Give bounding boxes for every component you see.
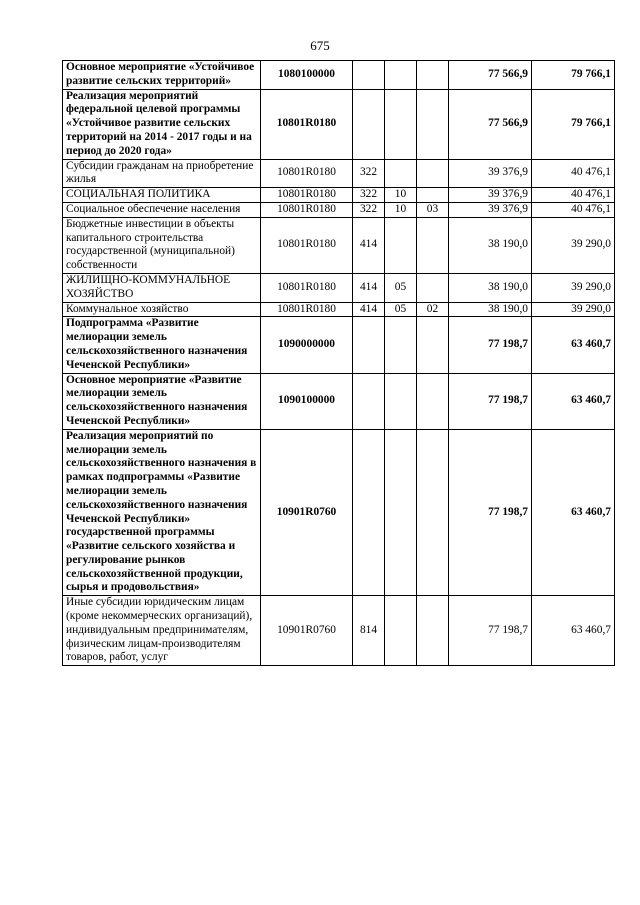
- table-row: [63, 317, 615, 373]
- row-amount-year-1: 77 566,9: [449, 89, 532, 159]
- table-row: [63, 273, 615, 302]
- row-expense-type: [353, 317, 385, 373]
- row-target-code: 10901R0760: [261, 429, 353, 596]
- row-section: [385, 217, 417, 273]
- row-name: СОЦИАЛЬНАЯ ПОЛИТИКА: [63, 188, 261, 203]
- row-name: Иные субсидии юридическим лицам (кроме некоммерческих организаций), индивидуальным предпринимателям, физическим лицам-производителям товаров, работ, услуг: [63, 596, 261, 666]
- row-section: [385, 596, 417, 666]
- table-row: [63, 188, 615, 203]
- row-amount-year-2: 40 476,1: [532, 202, 615, 217]
- row-section: 05: [385, 273, 417, 302]
- row-target-code: 10801R0180: [261, 302, 353, 317]
- row-expense-type: 414: [353, 273, 385, 302]
- row-name: Коммунальное хозяйство: [63, 302, 261, 317]
- row-name: ЖИЛИЩНО-КОММУНАЛЬНОЕ ХОЗЯЙСТВО: [63, 273, 261, 302]
- row-amount-year-2: 63 460,7: [532, 429, 615, 596]
- row-subsection: [417, 317, 449, 373]
- table-row: [63, 202, 615, 217]
- row-subsection: [417, 159, 449, 188]
- row-subsection: [417, 596, 449, 666]
- row-subsection: [417, 273, 449, 302]
- row-target-code: 10801R0180: [261, 202, 353, 217]
- row-amount-year-2: 39 290,0: [532, 217, 615, 273]
- row-name: Реализация мероприятий федеральной целевой программы «Устойчивое развитие сельских территорий на 2014 - 2017 годы и на период до 2020 года»: [63, 89, 261, 159]
- row-amount-year-2: 39 290,0: [532, 302, 615, 317]
- row-expense-type: 322: [353, 159, 385, 188]
- row-subsection: 03: [417, 202, 449, 217]
- row-subsection: [417, 217, 449, 273]
- table-row: [63, 429, 615, 596]
- row-amount-year-2: 79 766,1: [532, 61, 615, 90]
- row-amount-year-1: 77 198,7: [449, 429, 532, 596]
- table-row: [63, 61, 615, 90]
- row-amount-year-2: 63 460,7: [532, 596, 615, 666]
- row-amount-year-2: 63 460,7: [532, 317, 615, 373]
- row-target-code: 10801R0180: [261, 89, 353, 159]
- row-amount-year-1: 77 198,7: [449, 596, 532, 666]
- row-expense-type: 322: [353, 202, 385, 217]
- row-target-code: 10801R0180: [261, 188, 353, 203]
- row-name: Подпрограмма «Развитие мелиорации земель сельскохозяйственного назначения Чеченской Республики»: [63, 317, 261, 373]
- budget-table-body: [63, 61, 615, 666]
- row-amount-year-2: 79 766,1: [532, 89, 615, 159]
- row-amount-year-2: 39 290,0: [532, 273, 615, 302]
- row-name: Субсидии гражданам на приобретение жилья: [63, 159, 261, 188]
- row-amount-year-1: 39 376,9: [449, 188, 532, 203]
- row-name: Основное мероприятие «Устойчивое развитие сельских территорий»: [63, 61, 261, 90]
- row-amount-year-1: 38 190,0: [449, 302, 532, 317]
- row-subsection: [417, 373, 449, 429]
- table-row: [63, 596, 615, 666]
- row-amount-year-2: 40 476,1: [532, 188, 615, 203]
- row-section: [385, 429, 417, 596]
- row-amount-year-1: 38 190,0: [449, 273, 532, 302]
- row-section: 10: [385, 188, 417, 203]
- row-expense-type: [353, 373, 385, 429]
- row-section: 05: [385, 302, 417, 317]
- row-subsection: [417, 429, 449, 596]
- row-section: 10: [385, 202, 417, 217]
- row-amount-year-2: 63 460,7: [532, 373, 615, 429]
- row-amount-year-1: 39 376,9: [449, 159, 532, 188]
- row-section: [385, 61, 417, 90]
- row-section: [385, 373, 417, 429]
- row-subsection: [417, 89, 449, 159]
- row-section: [385, 89, 417, 159]
- row-section: [385, 159, 417, 188]
- row-target-code: 10801R0180: [261, 273, 353, 302]
- row-expense-type: [353, 61, 385, 90]
- row-amount-year-1: 39 376,9: [449, 202, 532, 217]
- row-target-code: 1090100000: [261, 373, 353, 429]
- row-name: Социальное обеспечение населения: [63, 202, 261, 217]
- row-amount-year-1: 38 190,0: [449, 217, 532, 273]
- table-row: [63, 159, 615, 188]
- table-row: [63, 89, 615, 159]
- row-target-code: 1080100000: [261, 61, 353, 90]
- row-expense-type: 814: [353, 596, 385, 666]
- table-row: [63, 302, 615, 317]
- row-amount-year-1: 77 198,7: [449, 317, 532, 373]
- row-target-code: 10801R0180: [261, 217, 353, 273]
- row-expense-type: 414: [353, 302, 385, 317]
- row-name: Реализация мероприятий по мелиорации земель сельскохозяйственного назначения в рамках подпрограммы «Развитие мелиорации земель сельскохозяйственного назначения Чеченской Республики» государственной программы «Развитие сельского хозяйства и регулирование рынков сельскохозяйственной продукции, сырья и продовольствия»: [63, 429, 261, 596]
- row-subsection: 02: [417, 302, 449, 317]
- table-row: [63, 217, 615, 273]
- row-expense-type: [353, 429, 385, 596]
- row-section: [385, 317, 417, 373]
- row-target-code: 10801R0180: [261, 159, 353, 188]
- row-subsection: [417, 61, 449, 90]
- row-name: Бюджетные инвестиции в объекты капитального строительства государственной (муниципальной) собственности: [63, 217, 261, 273]
- row-target-code: 1090000000: [261, 317, 353, 373]
- table-row: [63, 373, 615, 429]
- row-name: Основное мероприятие «Развитие мелиорации земель сельскохозяйственного назначения Чеченской Республики»: [63, 373, 261, 429]
- page-number: 675: [310, 38, 330, 53]
- row-expense-type: 322: [353, 188, 385, 203]
- row-expense-type: [353, 89, 385, 159]
- row-amount-year-1: 77 566,9: [449, 61, 532, 90]
- row-expense-type: 414: [353, 217, 385, 273]
- row-amount-year-2: 40 476,1: [532, 159, 615, 188]
- row-target-code: 10901R0760: [261, 596, 353, 666]
- row-subsection: [417, 188, 449, 203]
- budget-table: [62, 60, 615, 666]
- row-amount-year-1: 77 198,7: [449, 373, 532, 429]
